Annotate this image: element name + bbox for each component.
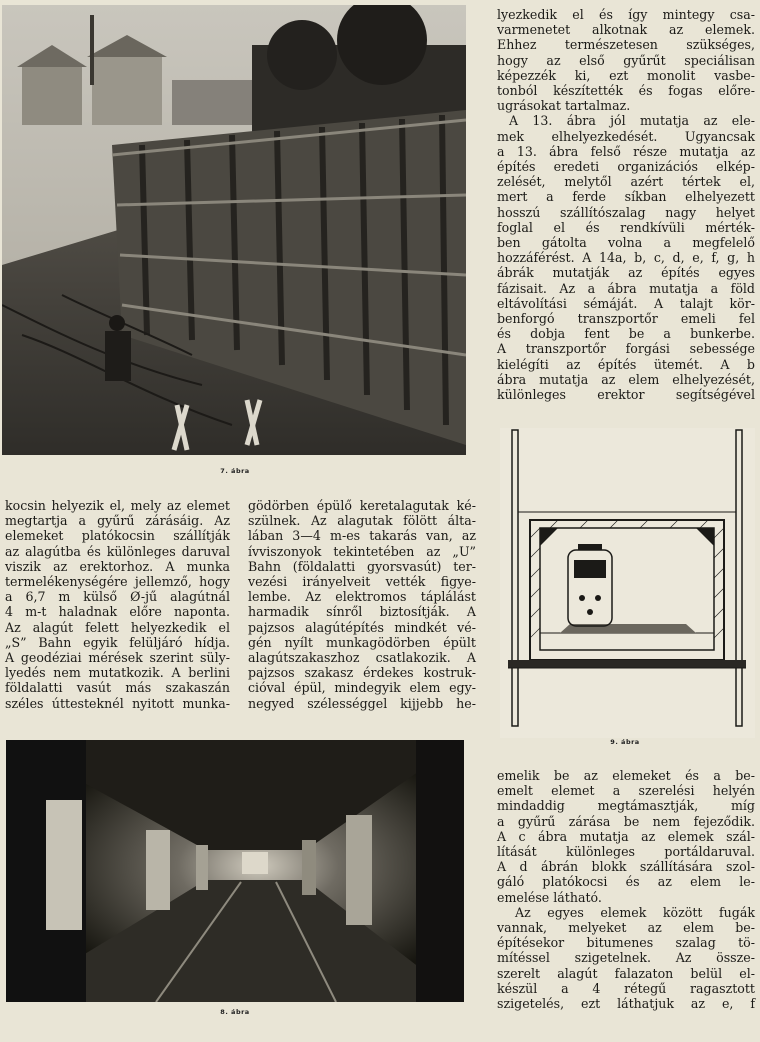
text-line: hosszú szállítószalag nagy helyet xyxy=(497,204,755,220)
text-line: lában 3—4 m-es takarás van, az xyxy=(248,528,476,544)
text-column-right-bottom xyxy=(497,768,755,1011)
text-column-left-mid xyxy=(5,498,230,711)
text-line: gödörben épülő keretalagutak ké- xyxy=(248,498,476,513)
text-line: varmenetet alkotnak az elemek. xyxy=(497,22,755,38)
text-line: lítását különleges portáldaruval. xyxy=(497,844,755,860)
figure-8-caption: 8. ábra xyxy=(220,1008,250,1016)
paragraph xyxy=(497,768,755,905)
figure-7-photo xyxy=(2,5,466,455)
text-line: negyed szélességgel kijjebb he- xyxy=(248,695,476,711)
text-line: emelése látható. xyxy=(497,889,602,905)
text-line: gén nyílt munkagödörben épült xyxy=(248,634,476,650)
text-line: lembe. Az elektromos táplálást xyxy=(248,589,476,605)
text-line: a 13. ábra felső része mutatja az xyxy=(497,143,755,159)
figure-7-caption: 7. ábra xyxy=(220,467,250,475)
text-line: ugrásokat tartalmaz. xyxy=(497,98,631,114)
text-line: emelik be az elemeket és a be- xyxy=(497,768,755,783)
text-line: építés eredeti organizációs elkép- xyxy=(497,159,755,175)
text-line: Az egyes elemek között fugák xyxy=(515,904,755,920)
text-line: fázisait. Az a ábra mutatja a föld xyxy=(497,280,755,296)
text-line: különleges erektor segítségével xyxy=(497,387,755,403)
text-line: 4 m-t haladnak előre naponta. xyxy=(5,604,230,620)
text-line: foglal el és rendkívüli mérték- xyxy=(497,219,755,235)
paragraph xyxy=(5,498,230,711)
text-line: eltávolítási sémáját. A talajt kör- xyxy=(497,295,755,311)
text-line: mek elhelyezkedését. Ugyancsak xyxy=(497,128,755,144)
paragraph xyxy=(497,113,755,402)
text-line: pajzsos szakasz érdekes kostruk- xyxy=(248,665,476,681)
text-line: széles úttesteknél nyitott munka- xyxy=(5,695,230,711)
text-line: elemeket platókocsin szállítják xyxy=(5,528,230,544)
text-line: A transzportőr forgási sebessége xyxy=(497,341,755,357)
text-line: hozzáférést. A 14a, b, c, d, e, f, g, h xyxy=(497,250,755,266)
text-line: A c ábra mutatja az elemek szál- xyxy=(497,828,755,844)
text-column-right-top xyxy=(497,7,755,402)
text-line: az alagútba és különleges daruval xyxy=(5,543,230,559)
text-line: A d ábrán blokk szállítására szol- xyxy=(497,859,755,875)
text-line: és dobja fent be a bunkerbe. xyxy=(497,326,755,342)
text-line: ben gátolta volna a megfelelő xyxy=(497,235,755,251)
text-line: ívviszonyok tekintetében az „U” xyxy=(248,543,476,559)
text-line: mítéssel szigetelnek. Az össze- xyxy=(497,950,755,966)
text-line: ábra mutatja az elem elhelyezését, xyxy=(497,371,755,387)
text-line: Ehhez természetesen szükséges, xyxy=(497,37,755,53)
text-line: kocsin helyezik el, mely az elemet xyxy=(5,498,230,513)
text-line: lyedés nem mutatkozik. A berlini xyxy=(5,665,230,681)
text-line: Az alagút felett helyezkedik el xyxy=(5,619,230,635)
text-line: építésekor bitumenes szalag tö- xyxy=(497,935,755,951)
text-line: benforgó transzportőr emeli fel xyxy=(497,311,755,327)
figure-8-photo xyxy=(6,740,464,1002)
text-line: megtartja a gyűrű zárásáig. Az xyxy=(5,513,230,529)
text-column-center-mid xyxy=(248,498,476,711)
text-line: alagútszakaszhoz csatlakozik. A xyxy=(248,650,476,666)
paragraph xyxy=(497,905,755,1011)
text-line: a gyűrű zárása be nem fejeződik. xyxy=(497,813,755,829)
text-line: pajzsos alagútépítés mindkét vé- xyxy=(248,619,476,635)
text-line: „S” Bahn egyik felüljáró hídja. xyxy=(5,634,230,650)
text-line: gáló platókocsi és az elem le- xyxy=(497,874,755,890)
text-line: viszik az erektorhoz. A munka xyxy=(5,558,230,574)
text-line: szigetelés, ezt láthatjuk az e, f xyxy=(497,996,755,1012)
text-line: szülnek. Az alagutak fölött álta- xyxy=(248,513,476,529)
text-line: képezzék ki, ezt monolit vasbe- xyxy=(497,67,755,83)
text-line: kielégíti az építés ütemét. A b xyxy=(497,356,755,372)
text-line: termelékenységére jellemző, hogy xyxy=(5,574,230,590)
text-line: cióval épül, mindegyik elem egy- xyxy=(248,680,476,696)
text-line: harmadik sínről biztosítják. A xyxy=(248,604,476,620)
text-line: A geodéziai mérések szerint süly- xyxy=(5,650,230,666)
text-line: emelt elemet a szerelési helyén xyxy=(497,783,755,799)
paragraph xyxy=(497,7,755,113)
paragraph xyxy=(248,498,476,711)
text-line: vezési irányelveit vették figye- xyxy=(248,574,476,590)
text-line: vannak, melyeket az elem be- xyxy=(497,920,755,936)
text-line: tonból készítették és fogas előre- xyxy=(497,83,755,99)
text-line: ábrák mutatják az építés egyes xyxy=(497,265,755,281)
text-line: földalatti vasút más szakaszán xyxy=(5,680,230,696)
text-line: A 13. ábra jól mutatja az ele- xyxy=(509,113,755,129)
figure-9-diagram xyxy=(500,428,755,738)
text-line: készül a 4 rétegű ragasztott xyxy=(497,980,755,996)
text-line: mindaddig megtámasztják, míg xyxy=(497,798,755,814)
text-line: hogy az első gyűrűt speciálisan xyxy=(497,52,755,68)
text-line: zelését, melytől azért tértek el, xyxy=(497,174,755,190)
text-line: Bahn (földalatti gyorsvasút) ter- xyxy=(248,558,476,574)
text-line: szerelt alagút falazaton belül el- xyxy=(497,965,755,981)
text-line: a 6,7 m külső Ø-jű alagútnál xyxy=(5,589,230,605)
text-line: mert a ferde síkban elhelyezett xyxy=(497,189,755,205)
text-line: lyezkedik el és így mintegy csa- xyxy=(497,7,755,22)
figure-9-caption: 9. ábra xyxy=(610,738,640,746)
